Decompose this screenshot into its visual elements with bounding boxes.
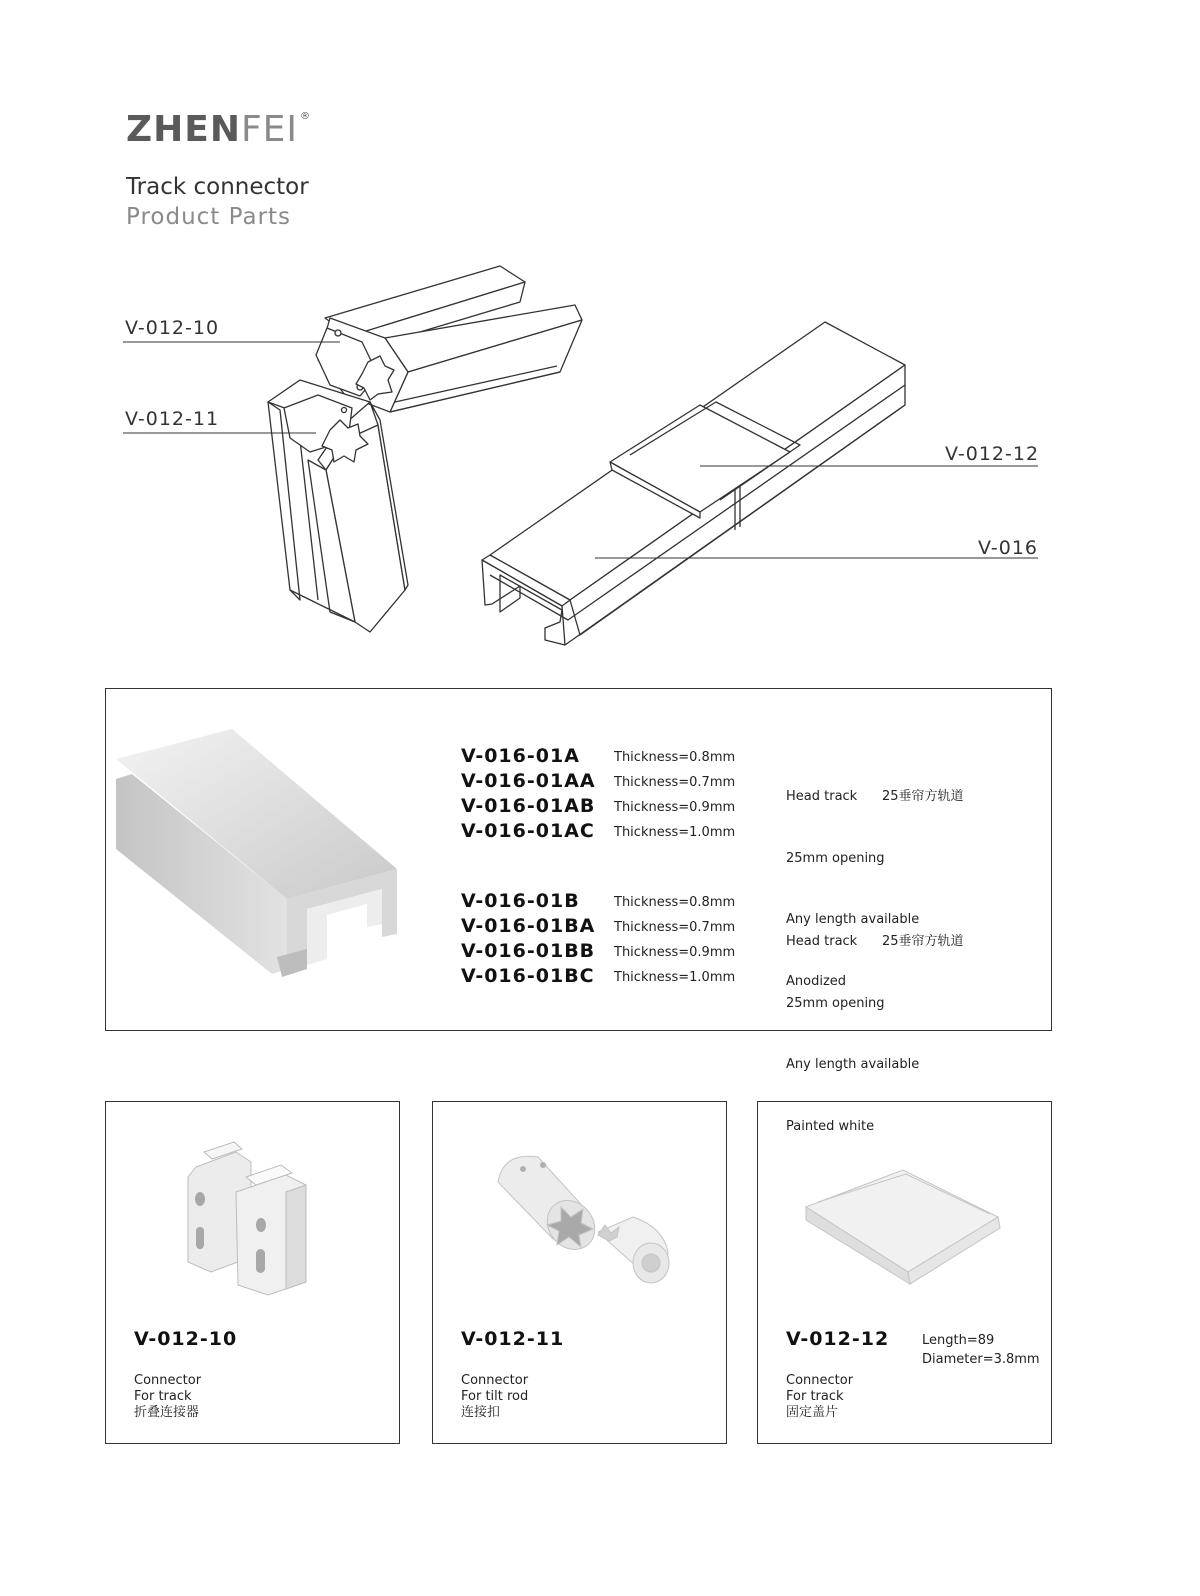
spec-line: Diameter=3.8mm — [922, 1352, 1040, 1367]
product-code: V-016-01BA — [461, 915, 596, 937]
desc-line: 折叠连接器 — [134, 1405, 200, 1420]
callout-v-012-11: V-012-11 — [125, 408, 220, 430]
track-spec-box — [105, 688, 1052, 1134]
thickness-value: Thickness=1.0mm — [614, 970, 736, 985]
desc-line: Any length available — [786, 912, 920, 927]
callout-v-012-10: V-012-10 — [125, 317, 220, 339]
brand-name-bold: ZHEN — [126, 109, 241, 150]
product-code: V-016-01AB — [461, 795, 596, 817]
track-profile-image — [112, 729, 412, 979]
desc-line: Connector — [786, 1373, 854, 1388]
cover-plate-image — [798, 1162, 1008, 1292]
part-spec — [922, 1331, 1040, 1369]
desc-line: Anodized — [786, 973, 847, 989]
part-card-v-012-10 — [105, 1101, 400, 1444]
group-1-thickness — [614, 745, 735, 845]
thickness-value: Thickness=0.8mm — [614, 750, 736, 765]
desc-line: 固定盖片 — [786, 1405, 839, 1420]
part-code: V-012-11 — [461, 1328, 565, 1350]
desc-line: 连接扣 — [461, 1405, 501, 1420]
desc-line: For track — [786, 1389, 844, 1404]
thickness-value: Thickness=1.0mm — [614, 825, 736, 840]
desc-line: For tilt rod — [461, 1389, 529, 1404]
desc-line: For track — [134, 1389, 192, 1404]
thickness-value: Thickness=0.7mm — [614, 920, 736, 935]
part-description — [786, 1373, 853, 1421]
product-code: V-016-01B — [461, 890, 580, 912]
part-card-v-012-12 — [757, 1101, 1052, 1444]
thickness-value: Thickness=0.7mm — [614, 775, 736, 790]
part-description — [461, 1373, 528, 1421]
callout-v-016: V-016 — [978, 537, 1039, 559]
desc-line: Any length available — [786, 1057, 920, 1072]
product-code: V-016-01A — [461, 745, 580, 767]
desc-line: Painted white — [786, 1118, 875, 1134]
page-subtitle: Product Parts — [126, 204, 292, 230]
desc-line: 25mm opening — [786, 995, 885, 1011]
group-1-codes — [461, 744, 596, 844]
group-2-codes — [461, 889, 595, 989]
part-code: V-012-10 — [134, 1328, 238, 1350]
desc-line: Head track 25垂帘方轨道 — [786, 934, 964, 949]
part-card-v-012-11 — [432, 1101, 727, 1444]
desc-line: 25mm opening — [786, 850, 885, 866]
callout-v-012-12: V-012-12 — [945, 443, 1040, 465]
connector-tilt-rod-image — [483, 1137, 693, 1307]
product-code: V-016-01AA — [461, 770, 596, 792]
part-code: V-012-12 — [786, 1328, 890, 1350]
brand-logo — [126, 109, 312, 150]
thickness-value: Thickness=0.9mm — [614, 945, 736, 960]
product-code: V-016-01AC — [461, 820, 595, 842]
desc-line: Connector — [134, 1373, 202, 1388]
thickness-value: Thickness=0.9mm — [614, 800, 736, 815]
part-description — [134, 1373, 201, 1421]
registered-mark: ® — [300, 111, 312, 122]
page-title: Track connector — [126, 174, 309, 200]
desc-line: Head track 25垂帘方轨道 — [786, 789, 964, 804]
product-code: V-016-01BB — [461, 940, 596, 962]
product-code: V-016-01BC — [461, 965, 595, 987]
desc-line: Connector — [461, 1373, 529, 1388]
group-2-thickness — [614, 890, 735, 990]
thickness-value: Thickness=0.8mm — [614, 895, 736, 910]
spec-line: Length=89 — [922, 1333, 995, 1348]
connector-folding-image — [176, 1137, 336, 1307]
brand-name-light: FEI — [240, 109, 299, 150]
